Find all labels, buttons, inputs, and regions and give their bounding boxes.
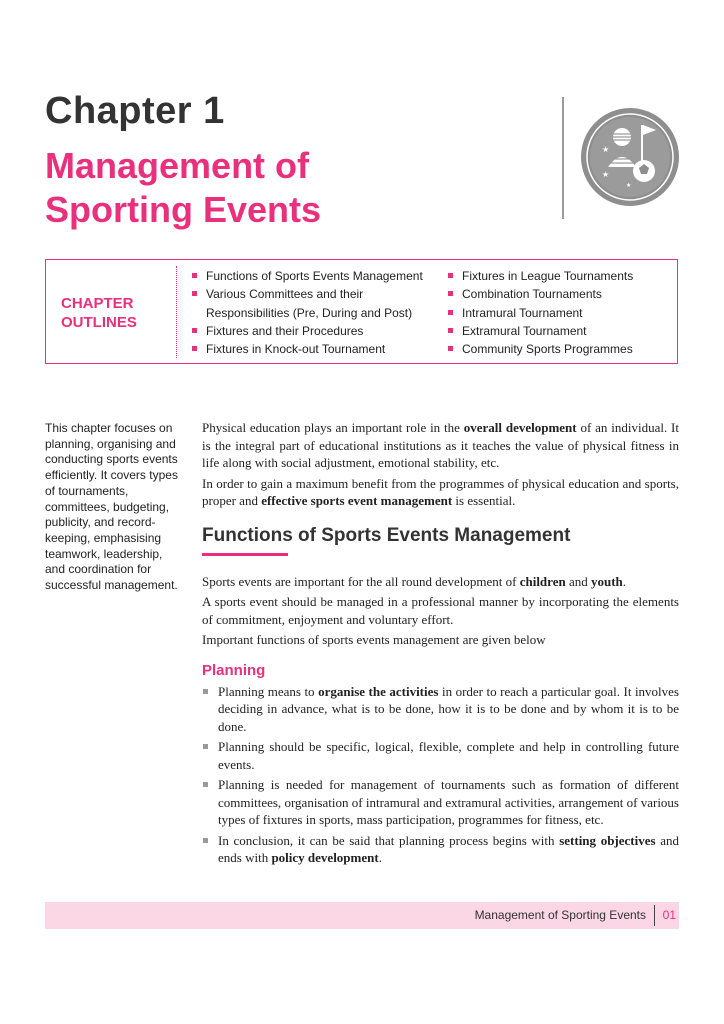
outline-item-text: Fixtures and their Procedures	[206, 323, 364, 338]
outline-item	[192, 285, 447, 322]
outline-list-right	[448, 267, 673, 358]
list-item: Planning means to organise the activities in order to reach a particular goal. It involves deciding in advance, what is to be done, how it is to be done and by whom it is to be done.	[202, 683, 679, 736]
bullet-square-icon	[448, 310, 453, 315]
bullet-square-icon	[203, 838, 208, 843]
outline-list-left	[192, 267, 447, 358]
footer-band	[45, 902, 679, 929]
outline-divider	[176, 266, 177, 358]
bold-term: overall development	[463, 420, 577, 435]
bold-term: youth	[590, 573, 623, 589]
list-item: In conclusion, it can be said that planning process begins with setting objectives and ends with policy development.	[202, 832, 679, 867]
intro-paragraph: In order to gain a maximum benefit from the programmes of physical education and sports, proper and effective sports event management is essential.	[202, 475, 679, 508]
bold-term: organise the activities	[318, 683, 439, 699]
chapter-title	[45, 144, 525, 232]
outline-item	[448, 285, 673, 303]
bullet-square-icon	[192, 346, 197, 351]
section-heading-underline	[202, 553, 288, 556]
bullet-square-icon	[192, 328, 197, 333]
bold-term: setting objectives	[559, 832, 656, 848]
footer-title: Management of Sporting Events	[474, 908, 646, 922]
outline-item-text: Functions of Sports Events Management	[206, 269, 423, 283]
bullet-square-icon	[203, 744, 208, 749]
outline-item-text: Combination Tournaments	[462, 287, 602, 302]
outline-heading-line1: CHAPTER	[61, 295, 134, 312]
svg-text:★: ★	[602, 170, 610, 179]
outline-heading-line2: OUTLINES	[61, 314, 137, 331]
outline-item	[448, 267, 673, 285]
page-number: 01	[662, 908, 676, 922]
list-item: Planning is needed for management of tournaments such as formation of different committees, organisation of intramural and extramural activities, arrangement of various types of fixtures in sports, mass participation, programmes for fitness, etc.	[202, 776, 679, 829]
bold-term: policy development	[271, 850, 379, 865]
chapter-outlines-box	[45, 259, 678, 364]
bullet-square-icon	[203, 689, 208, 694]
outline-item-text: Extramural Tournament	[462, 323, 587, 338]
bullet-square-icon	[448, 346, 453, 351]
bullet-square-icon	[448, 291, 453, 296]
section-paragraph: A sports event should be managed in a professional manner by incorporating the elements of commitment, enjoyment and voluntary effort.	[202, 594, 679, 627]
intro-paragraph: Physical education plays an important role in the overall development of an individual. It is the integral part of educational institutions as it teaches the value of physical fitness in life along with social adjustment, emotional stability, etc.	[202, 420, 679, 470]
bullet-square-icon	[448, 273, 453, 278]
outline-item	[448, 304, 673, 322]
outline-item-text: Fixtures in Knock-out Tournament	[206, 342, 386, 357]
bullet-square-icon	[192, 273, 197, 278]
svg-text:★: ★	[602, 145, 610, 154]
subsection-heading: Planning	[202, 661, 266, 679]
header-divider	[562, 97, 564, 219]
bullet-square-icon	[448, 328, 453, 333]
outline-item-text: Various Committees and their Responsibilities (Pre, During and Post)	[206, 287, 413, 320]
outline-item-text: Community Sports Programmes	[462, 342, 633, 357]
section-paragraph: Sports events are important for the all round development of children and youth.	[202, 573, 627, 589]
outline-item-text: Intramural Tournament	[462, 305, 583, 320]
outline-item	[448, 340, 673, 358]
bullet-square-icon	[192, 291, 197, 296]
bold-term: children	[519, 573, 566, 589]
sports-event-emblem-icon	[580, 107, 680, 207]
section-heading: Functions of Sports Events Management	[202, 524, 571, 546]
outline-heading	[61, 294, 137, 332]
chapter-label: Chapter 1	[45, 90, 225, 132]
outline-item	[192, 322, 447, 340]
bullet-square-icon	[203, 782, 208, 787]
outline-item	[192, 267, 447, 285]
chapter-title-line1: Management of	[45, 145, 310, 186]
footer-divider	[654, 905, 656, 926]
outline-item	[192, 340, 447, 358]
outline-item-text: Fixtures in League Tournaments	[462, 269, 634, 283]
main-content	[202, 419, 679, 870]
list-item: Planning should be specific, logical, flexible, complete and help in controlling future events.	[202, 738, 679, 773]
svg-text:★: ★	[626, 183, 632, 189]
bold-term: effective sports event management	[261, 493, 453, 508]
section-paragraph: Important functions of sports events management are given below	[202, 632, 546, 647]
planning-list	[202, 683, 679, 867]
outline-item	[448, 322, 673, 340]
chapter-title-line2: Sporting Events	[45, 189, 322, 230]
sidebar-note: This chapter focuses on planning, organising and conducting sports events efficiently. It covers types of tournaments, committees, budgeting, publicity, and record-keeping, emphasising teamwork, leadership, and coordination for successful management.	[45, 421, 178, 593]
